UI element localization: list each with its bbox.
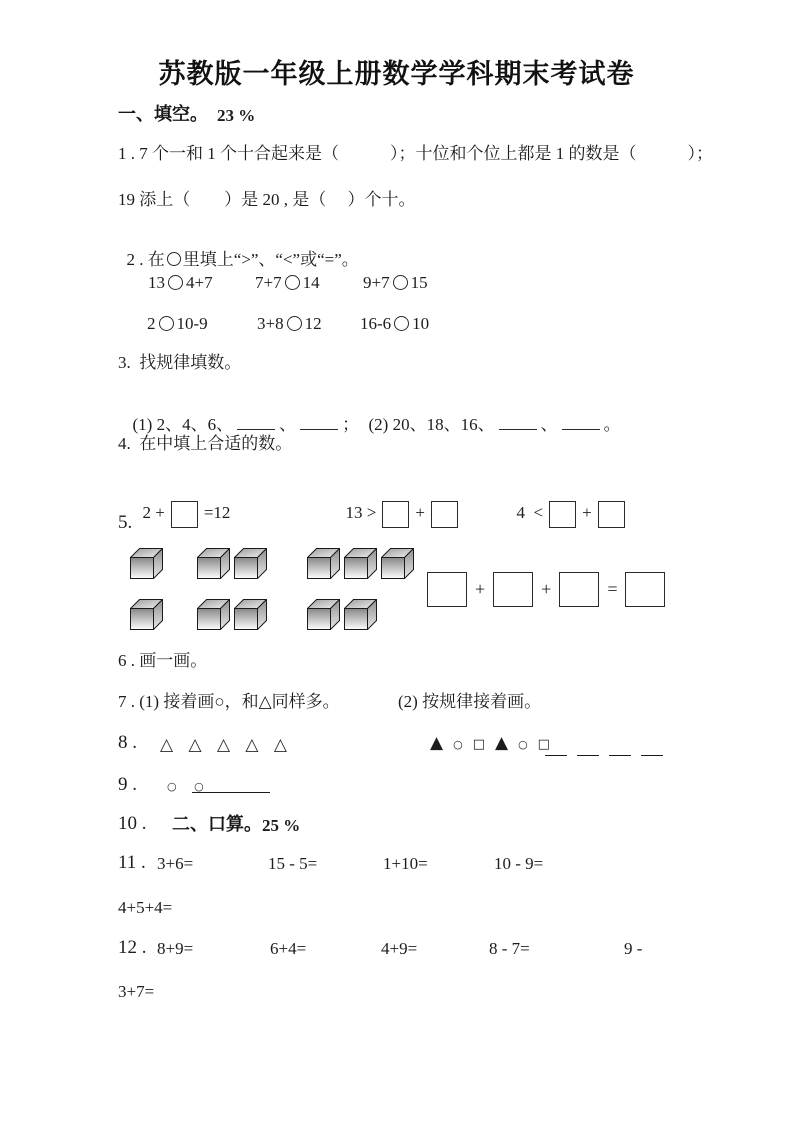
q3-item2-end: 。 — [603, 415, 621, 435]
oral-math-item: 4+5+4= — [118, 898, 173, 917]
fill-blank — [192, 774, 270, 793]
answer-box — [549, 501, 576, 528]
cube-icon — [130, 548, 163, 579]
compare-circle-icon — [285, 275, 300, 290]
fill-blank — [641, 740, 663, 756]
eq-text: + — [582, 503, 592, 522]
answer-box — [625, 572, 665, 607]
circle-icon: ○ — [453, 738, 463, 751]
q5-equation — [427, 572, 665, 607]
square-icon: □ — [472, 737, 485, 752]
cmp-right: 12 — [304, 314, 322, 333]
compare-circle-icon — [393, 275, 408, 290]
cmp-left: 9+7 — [363, 273, 390, 292]
cmp-right: 4+7 — [186, 273, 213, 292]
oral-math-item: 1+10= — [383, 854, 428, 873]
q3-item1-end: ； — [342, 415, 360, 435]
equals-sign: = — [607, 579, 618, 599]
question-6: 6 . 画一画。 — [118, 651, 208, 670]
oral-math-item: 9 - — [624, 939, 643, 958]
cube-icon — [307, 548, 340, 579]
question-12-number: 12 . — [118, 937, 147, 958]
question-1-line-2: 19 添上（ ）是 20 , 是（ ）个十。 — [118, 190, 416, 209]
cmp-left: 2 — [147, 314, 156, 333]
answer-box — [382, 501, 409, 528]
answer-box — [559, 572, 599, 607]
question-7-part-1: 7 . (1) 接着画○，和△同样多。 — [118, 692, 340, 711]
fill-blank — [499, 415, 537, 430]
comparison-item-3 — [363, 272, 428, 293]
fill-blank — [577, 740, 599, 756]
comparison-item-2 — [255, 272, 320, 293]
compare-circle-icon — [159, 316, 174, 331]
pattern-sequence — [430, 733, 550, 754]
answer-box — [171, 501, 198, 528]
eq-text: 2 + — [142, 503, 165, 522]
oral-math-item: 15 - 5= — [268, 854, 318, 873]
q4-equation-1 — [134, 468, 230, 528]
q4-equation-2 — [337, 468, 464, 528]
compare-circle-icon — [287, 316, 302, 331]
cube-icon — [344, 548, 377, 579]
eq-text: =12 — [203, 503, 231, 522]
circle-pair-icon: ○ ○ — [167, 780, 211, 793]
circle-icon: ○ — [518, 738, 528, 751]
question-10-number: 10 . — [118, 813, 147, 834]
pattern-blanks — [545, 736, 663, 756]
cube-icon — [234, 548, 267, 579]
oral-math-item: 10 - 9= — [494, 854, 544, 873]
answer-box — [427, 572, 467, 607]
triangle-row-icon: △ △ △ △ △ — [160, 735, 292, 755]
comparison-item-5 — [257, 313, 322, 334]
comparison-item-4 — [147, 313, 208, 334]
cube-group-1 — [130, 548, 163, 630]
cmp-left: 16-6 — [360, 314, 392, 333]
question-3-item-1 — [124, 393, 359, 436]
fill-blank — [562, 415, 600, 430]
oral-math-item: 3+7= — [118, 982, 155, 1001]
section-2-percent: 25 % — [262, 816, 301, 835]
question-3-heading: 3. 找规律填数。 — [118, 353, 242, 372]
cube-icon — [234, 599, 267, 630]
answer-box — [493, 572, 533, 607]
section-2-label: 二、口算。 — [172, 814, 262, 834]
question-5-number: 5. — [118, 512, 133, 533]
eq-text: 13 > — [345, 503, 377, 522]
question-7-part-2: (2) 按规律接着画。 — [398, 692, 542, 711]
eq-text: 4 < — [516, 503, 544, 522]
filled-triangle-icon: ▲ — [430, 733, 444, 753]
oral-math-item: 8 - 7= — [489, 939, 530, 958]
fill-blank — [545, 740, 567, 756]
question-8-number: 8 . — [118, 732, 137, 753]
cmp-right: 14 — [302, 273, 320, 292]
section-1-percent: 23 % — [217, 106, 256, 125]
fill-blank — [300, 415, 338, 430]
fill-blank — [609, 740, 631, 756]
oral-math-item: 6+4= — [270, 939, 307, 958]
cmp-right: 10 — [412, 314, 430, 333]
q3-item1-separator: 、 — [279, 415, 297, 435]
cube-icon — [197, 599, 230, 630]
compare-circle-icon — [167, 252, 181, 266]
oral-math-item: 8+9= — [157, 939, 194, 958]
cube-icon — [130, 599, 163, 630]
q4-equation-3 — [508, 468, 631, 528]
cube-group-3 — [307, 548, 414, 630]
cmp-right: 15 — [410, 273, 428, 292]
answer-box — [431, 501, 458, 528]
question-11-number: 11 . — [118, 852, 146, 873]
question-1-line-1: 1 . 7 个一和 1 个十合起来是（ ）；十位和个位上都是 1 的数是（ ）； — [118, 144, 713, 163]
answer-box — [598, 501, 625, 528]
question-2-heading — [118, 228, 359, 271]
cube-icon — [307, 599, 340, 630]
cube-icon — [344, 599, 377, 630]
cmp-right: 10-9 — [176, 314, 208, 333]
q3-item2-sequence: (2) 20、18、16、 — [368, 415, 495, 435]
question-2-pre: 2 . 在 — [126, 250, 165, 270]
square-icon: □ — [537, 737, 550, 752]
eq-text: + — [415, 503, 425, 522]
oral-math-item: 3+6= — [157, 854, 194, 873]
cube-icon — [381, 548, 414, 579]
filled-triangle-icon: ▲ — [494, 733, 509, 753]
section-1-label: 一、填空。 — [118, 104, 208, 124]
plus-sign: + — [541, 579, 552, 599]
plus-sign: + — [475, 579, 486, 599]
question-4-heading: 4. 在中填上合适的数。 — [118, 434, 293, 453]
question-2-post: 里填上“>”、“<”或“=”。 — [182, 250, 359, 270]
compare-circle-icon — [394, 316, 409, 331]
cube-icon — [197, 548, 230, 579]
cmp-left: 13 — [148, 273, 165, 292]
question-3-item-2 — [360, 393, 621, 436]
question-9-number: 9 . — [118, 774, 137, 795]
q3-item2-separator: 、 — [540, 415, 558, 435]
q3-item1-sequence: (1) 2、4、6、 — [132, 415, 234, 435]
comparison-item-1 — [148, 272, 213, 293]
cmp-left: 7+7 — [255, 273, 282, 292]
oral-math-item: 4+9= — [381, 939, 418, 958]
cmp-left: 3+8 — [257, 314, 284, 333]
cube-group-2 — [197, 548, 267, 630]
comparison-item-6 — [360, 313, 429, 334]
fill-blank — [237, 415, 275, 430]
page-title: 苏教版一年级上册数学学科期末考试卷 — [158, 59, 635, 89]
compare-circle-icon — [168, 275, 183, 290]
